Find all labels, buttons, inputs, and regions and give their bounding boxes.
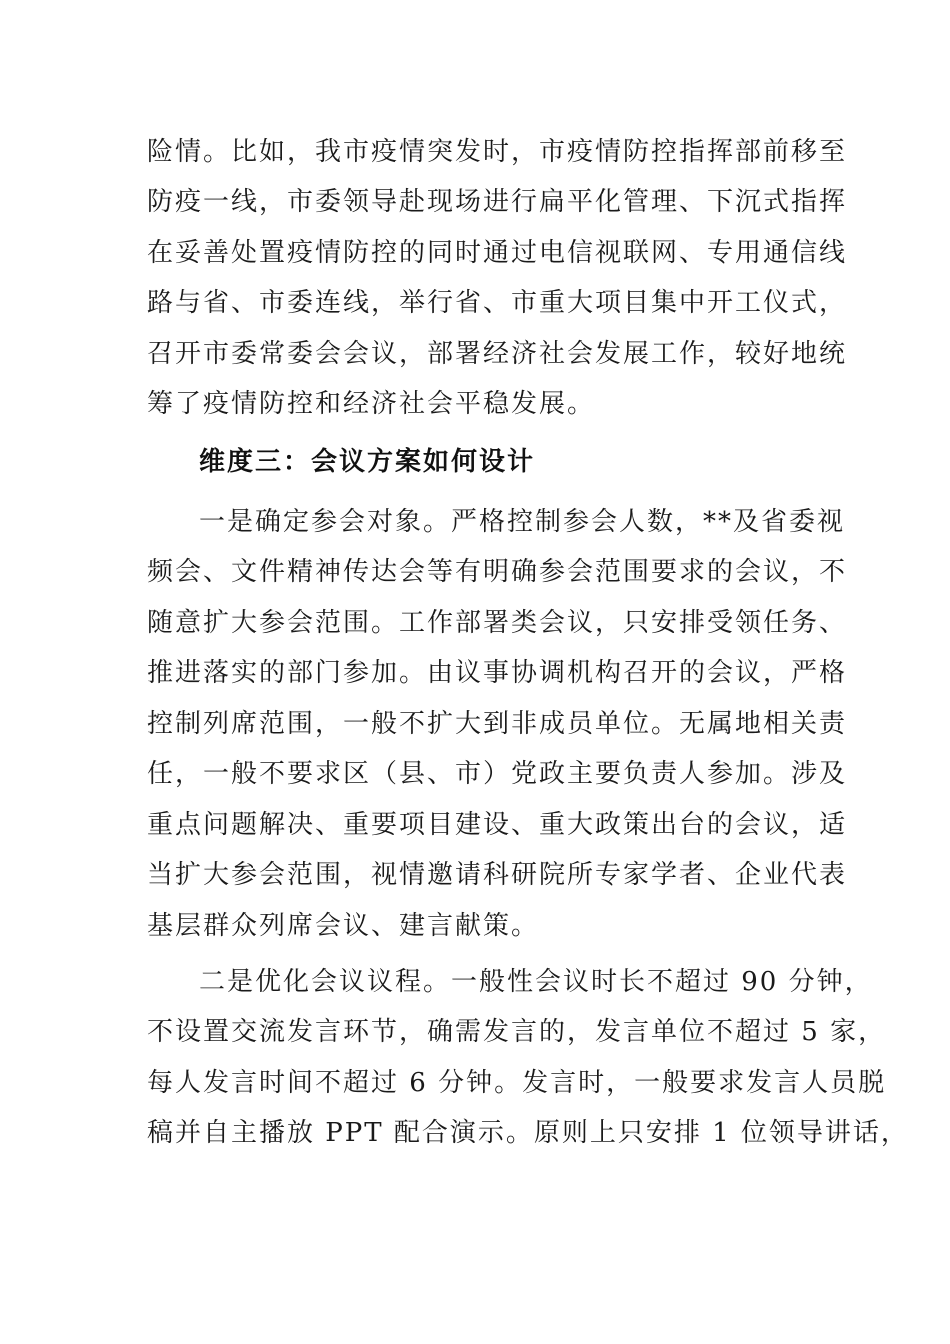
text-line: 任，一般不要求区（县、市）党政主要负责人参加。涉及	[147, 759, 848, 789]
text-line: 重点问题解决、重要项目建设、重大政策出台的会议，适	[147, 810, 848, 840]
text-line: 在妥善处置疫情防控的同时通过电信视联网、专用通信线	[147, 238, 848, 268]
text-line: 基层群众列席会议、建言献策。	[147, 911, 540, 941]
text-line: 稿并自主播放 PPT 配合演示。原则上只安排 1 位领导讲话，	[147, 1118, 909, 1148]
section-heading: 维度三：会议方案如何设计	[199, 447, 536, 477]
text-line: 控制列席范围，一般不扩大到非成员单位。无属地相关责	[147, 709, 848, 739]
text-line: 当扩大参会范围，视情邀请科研院所专家学者、企业代表	[147, 860, 848, 890]
text-line: 每人发言时间不超过 6 分钟。发言时，一般要求发言人员脱	[147, 1068, 887, 1098]
text-line: 推进落实的部门参加。由议事协调机构召开的会议，严格	[147, 658, 848, 688]
text-line: 频会、文件精神传达会等有明确参会范围要求的会议，不	[147, 557, 848, 587]
text-line: 召开市委常委会会议，部署经济社会发展工作，较好地统	[147, 339, 848, 369]
text-line: 随意扩大参会范围。工作部署类会议，只安排受领任务、	[147, 608, 848, 638]
text-line: 路与省、市委连线，举行省、市重大项目集中开工仪式，	[147, 288, 848, 318]
text-line: 筹了疫情防控和经济社会平稳发展。	[147, 389, 596, 419]
text-line: 险情。比如，我市疫情突发时，市疫情防控指挥部前移至	[147, 137, 848, 167]
text-line: 防疫一线，市委领导赴现场进行扁平化管理、下沉式指挥	[147, 187, 848, 217]
text-line: 二是优化会议议程。一般性会议时长不超过 90 分钟，	[199, 967, 873, 997]
text-line: 一是确定参会对象。严格控制参会人数，**及省委视	[199, 507, 846, 537]
text-line: 不设置交流发言环节，确需发言的，发言单位不超过 5 家，	[147, 1017, 887, 1047]
